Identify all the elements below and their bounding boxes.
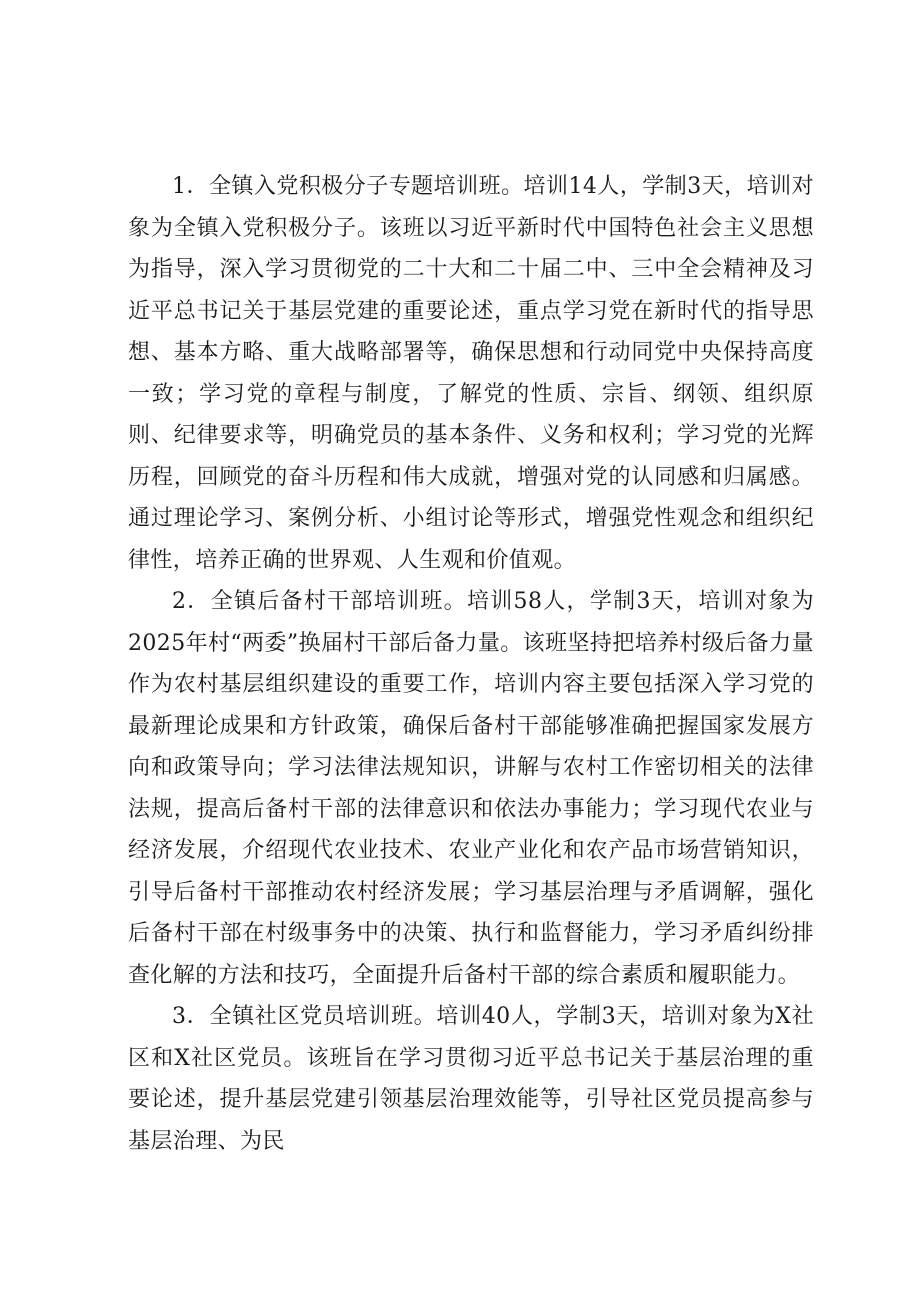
paragraph-community-member-training: 3．全镇社区党员培训班。培训40人，学制3天，培训对象为X社区和X社区党员。该班旨在学习贯彻习近平总书记关于基层治理的重要论述，提升基层党建引领基层治理效能等，引导社区党员提高参与基层治理、为民 <box>128 1004 814 1154</box>
paragraph-activist-training: 1．全镇入党积极分子专题培训班。培训14人，学制3天，培训对象为全镇入党积极分子。该班以习近平新时代中国特色社会主义思想为指导，深入学习贯彻党的二十大和二十届二中、三中全会精神及习近平总书记关于基层党建的重要论述，重点学习党在新时代的指导思想、基本方略、重大战略部署等，确保思想和行动同党中央保持高度一致；学习党的章程与制度，了解党的性质、宗旨、纲领、组织原则、纪律要求等，明确党员的基本条件、义务和权利；学习党的光辉历程，回顾党的奋斗历程和伟大成就，增强对党的认同感和归属感。通过理论学习、案例分析、小组讨论等形式，增强党性观念和组织纪律性，培养正确的世界观、人生观和价值观。 <box>128 174 814 573</box>
document-body <box>128 166 814 1162</box>
paragraph-reserve-cadre-training: 2．全镇后备村干部培训班。培训58人，学制3天，培训对象为2025年村“两委”换届村干部后备力量。该班坚持把培养村级后备力量作为农村基层组织建设的重要工作，培训内容主要包括深入学习党的最新理论成果和方针政策，确保后备村干部能够准确把握国家发展方向和政策导向；学习法律法规知识，讲解与农村工作密切相关的法律法规，提高后备村干部的法律意识和依法办事能力；学习现代农业与经济发展，介绍现代农业技术、农业产业化和农产品市场营销知识，引导后备村干部推动农村经济发展；学习基层治理与矛盾调解，强化后备村干部在村级事务中的决策、执行和监督能力，学习矛盾纠纷排查化解的方法和技巧，全面提升后备村干部的综合素质和履职能力。 <box>128 589 814 988</box>
